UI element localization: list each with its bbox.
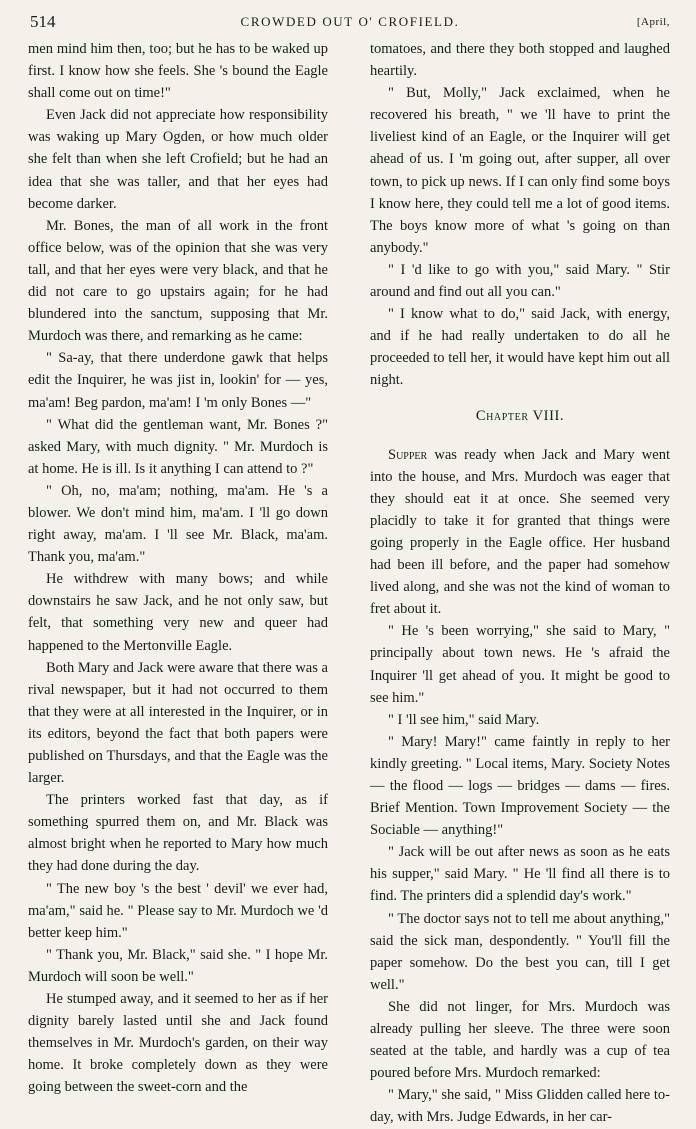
paragraph-text: was ready when Jack and Mary went into the house, and Mrs. Murdoch was eager that they should eat it at once. She seemed very placidly to take it for granted that things were going properly in the Eagle office. Her husband had been ill before, and the paper had somehow lived along, and she was not the kind of woman to fret about it. [370,446,670,618]
running-header [30,12,670,36]
paragraph: He withdrew with many bows; and while downstairs he saw Jack, and he not only saw, but felt, that something very new and queer had happened to the Mertonville Eagle. [28,571,328,654]
paragraph: " Mary," she said, " Miss Glidden called here to-day, with Mrs. Judge Edwards, in her car- [370,1087,670,1126]
paragraph: Mr. Bones, the man of all work in the front office below, was of the opinion that she was very tall, and that her eyes were very black, and that he did not care to go upstairs again; for he had blundered into the sanctum, supposing that Mr. Murdoch was there, and remarking as he came: [28,217,328,345]
paragraph: " But, Molly," Jack exclaimed, when he recovered his breath, " we 'll have to print the liveliest kind of an Eagle, or the Inquirer will get ahead of us. I 'm going out, after supper, all over town, to pick up news. If I can only find some boys I know here, they could tell me a lot of good items. The boys know more of what 's going on than anybody." [370,85,670,256]
paragraph: " Oh, no, ma'am; nothing, ma'am. He 's a blower. We don't mind him, ma'am. I 'll go down right away, ma'am. I 'll see Mr. Black, ma'am. Thank you, ma'am." [28,482,328,566]
paragraph: " Thank you, Mr. Black," said she. " I hope Mr. Murdoch will soon be well." [28,946,328,985]
paragraph: Even Jack did not appreciate how responsibility was waking up Mary Ogden, or how much older she felt than when she left Crofield; but he had an idea that she was taller, and that her eyes had become darker. [28,107,328,212]
paragraph [370,444,670,621]
paragraph: " Sa-ay, that there underdone gawk that helps edit the Inquirer, he was jist in, lookin' for — yes, ma'am! Beg pardon, ma'am! I 'm only Bones —" [28,350,328,411]
paragraph: " Jack will be out after news as soon as he eats his supper," said Mary. " He 'll find all there is to find. The printers did a splendid day's work." [370,844,670,905]
chapter-heading: Chapter VIII. [475,407,565,424]
page-number: 514 [30,12,56,31]
paragraph: men mind him then, too; but he has to be waked up first. I know how she feels. She 's bound the Eagle shall come out on time!" [28,41,328,102]
paragraph: " I 'd like to go with you," said Mary. " Stir around and find out all you can." [370,261,670,301]
running-title: CROWDED OUT O' CROFIELD. [240,14,460,29]
paragraph: " Mary! Mary!" came faintly in reply to her kindly greeting. " Local items, Mary. Society Notes — the flood — logs — bridges — dams — fires. Brief Mention. Town Improvement Society — the Sociable — anything!" [370,733,670,839]
paragraph: " The new boy 's the best ' devil' we ever had, ma'am," said he. " Please say to Mr. Murdoch we 'd better keep him." [28,880,328,941]
left-column [28,38,328,1099]
paragraph: " The doctor says not to tell me about anything," said the sick man, despondently. " You'll fill the paper somehow. Do the best you can, till I get well." [370,910,670,993]
paragraph: Both Mary and Jack were aware that there was a rival newspaper, but it had not occurred to them that they were at all interested in the Inquirer, or in its editors, beyond the fact that both papers were published on Thursdays, and that the Eagle was the larger. [28,659,328,787]
paragraph: tomatoes, and there they both stopped and laughed heartily. [370,41,670,80]
paragraph: " I 'll see him," said Mary. [388,711,540,728]
paragraph: " What did the gentleman want, Mr. Bones ?" asked Mary, with much dignity. " Mr. Murdoch is at home. He is ill. Is it anything I can attend to ?" [28,416,328,477]
paragraph: " I know what to do," said Jack, with energy, and if he had really undertaken to do all he proceeded to tell her, it would have kept him out all night. [370,306,670,389]
lead-word: Supper [388,446,428,463]
month-label: [April, [636,16,670,28]
paragraph: The printers worked fast that day, as if something spurred them on, and Mr. Black was almost bright when he reported to Mary how much they had done during the day. [28,792,328,875]
paragraph: He stumped away, and it seemed to her as if her dignity barely lasted until she and Jack found themselves in Mr. Murdoch's garden, on their way home. It broke completely down as they were going between the sweet-corn and the [28,991,328,1096]
right-column [370,38,670,1129]
paragraph: " He 's been worrying," she said to Mary, " principally about town news. He 's afraid the Inquirer 'll get ahead of you. It might be good to see him." [370,623,670,706]
paragraph: She did not linger, for Mrs. Murdoch was already pulling her sleeve. The three were soon seated at the table, and hardly was a cup of tea poured before Mrs. Murdoch remarked: [370,998,670,1082]
